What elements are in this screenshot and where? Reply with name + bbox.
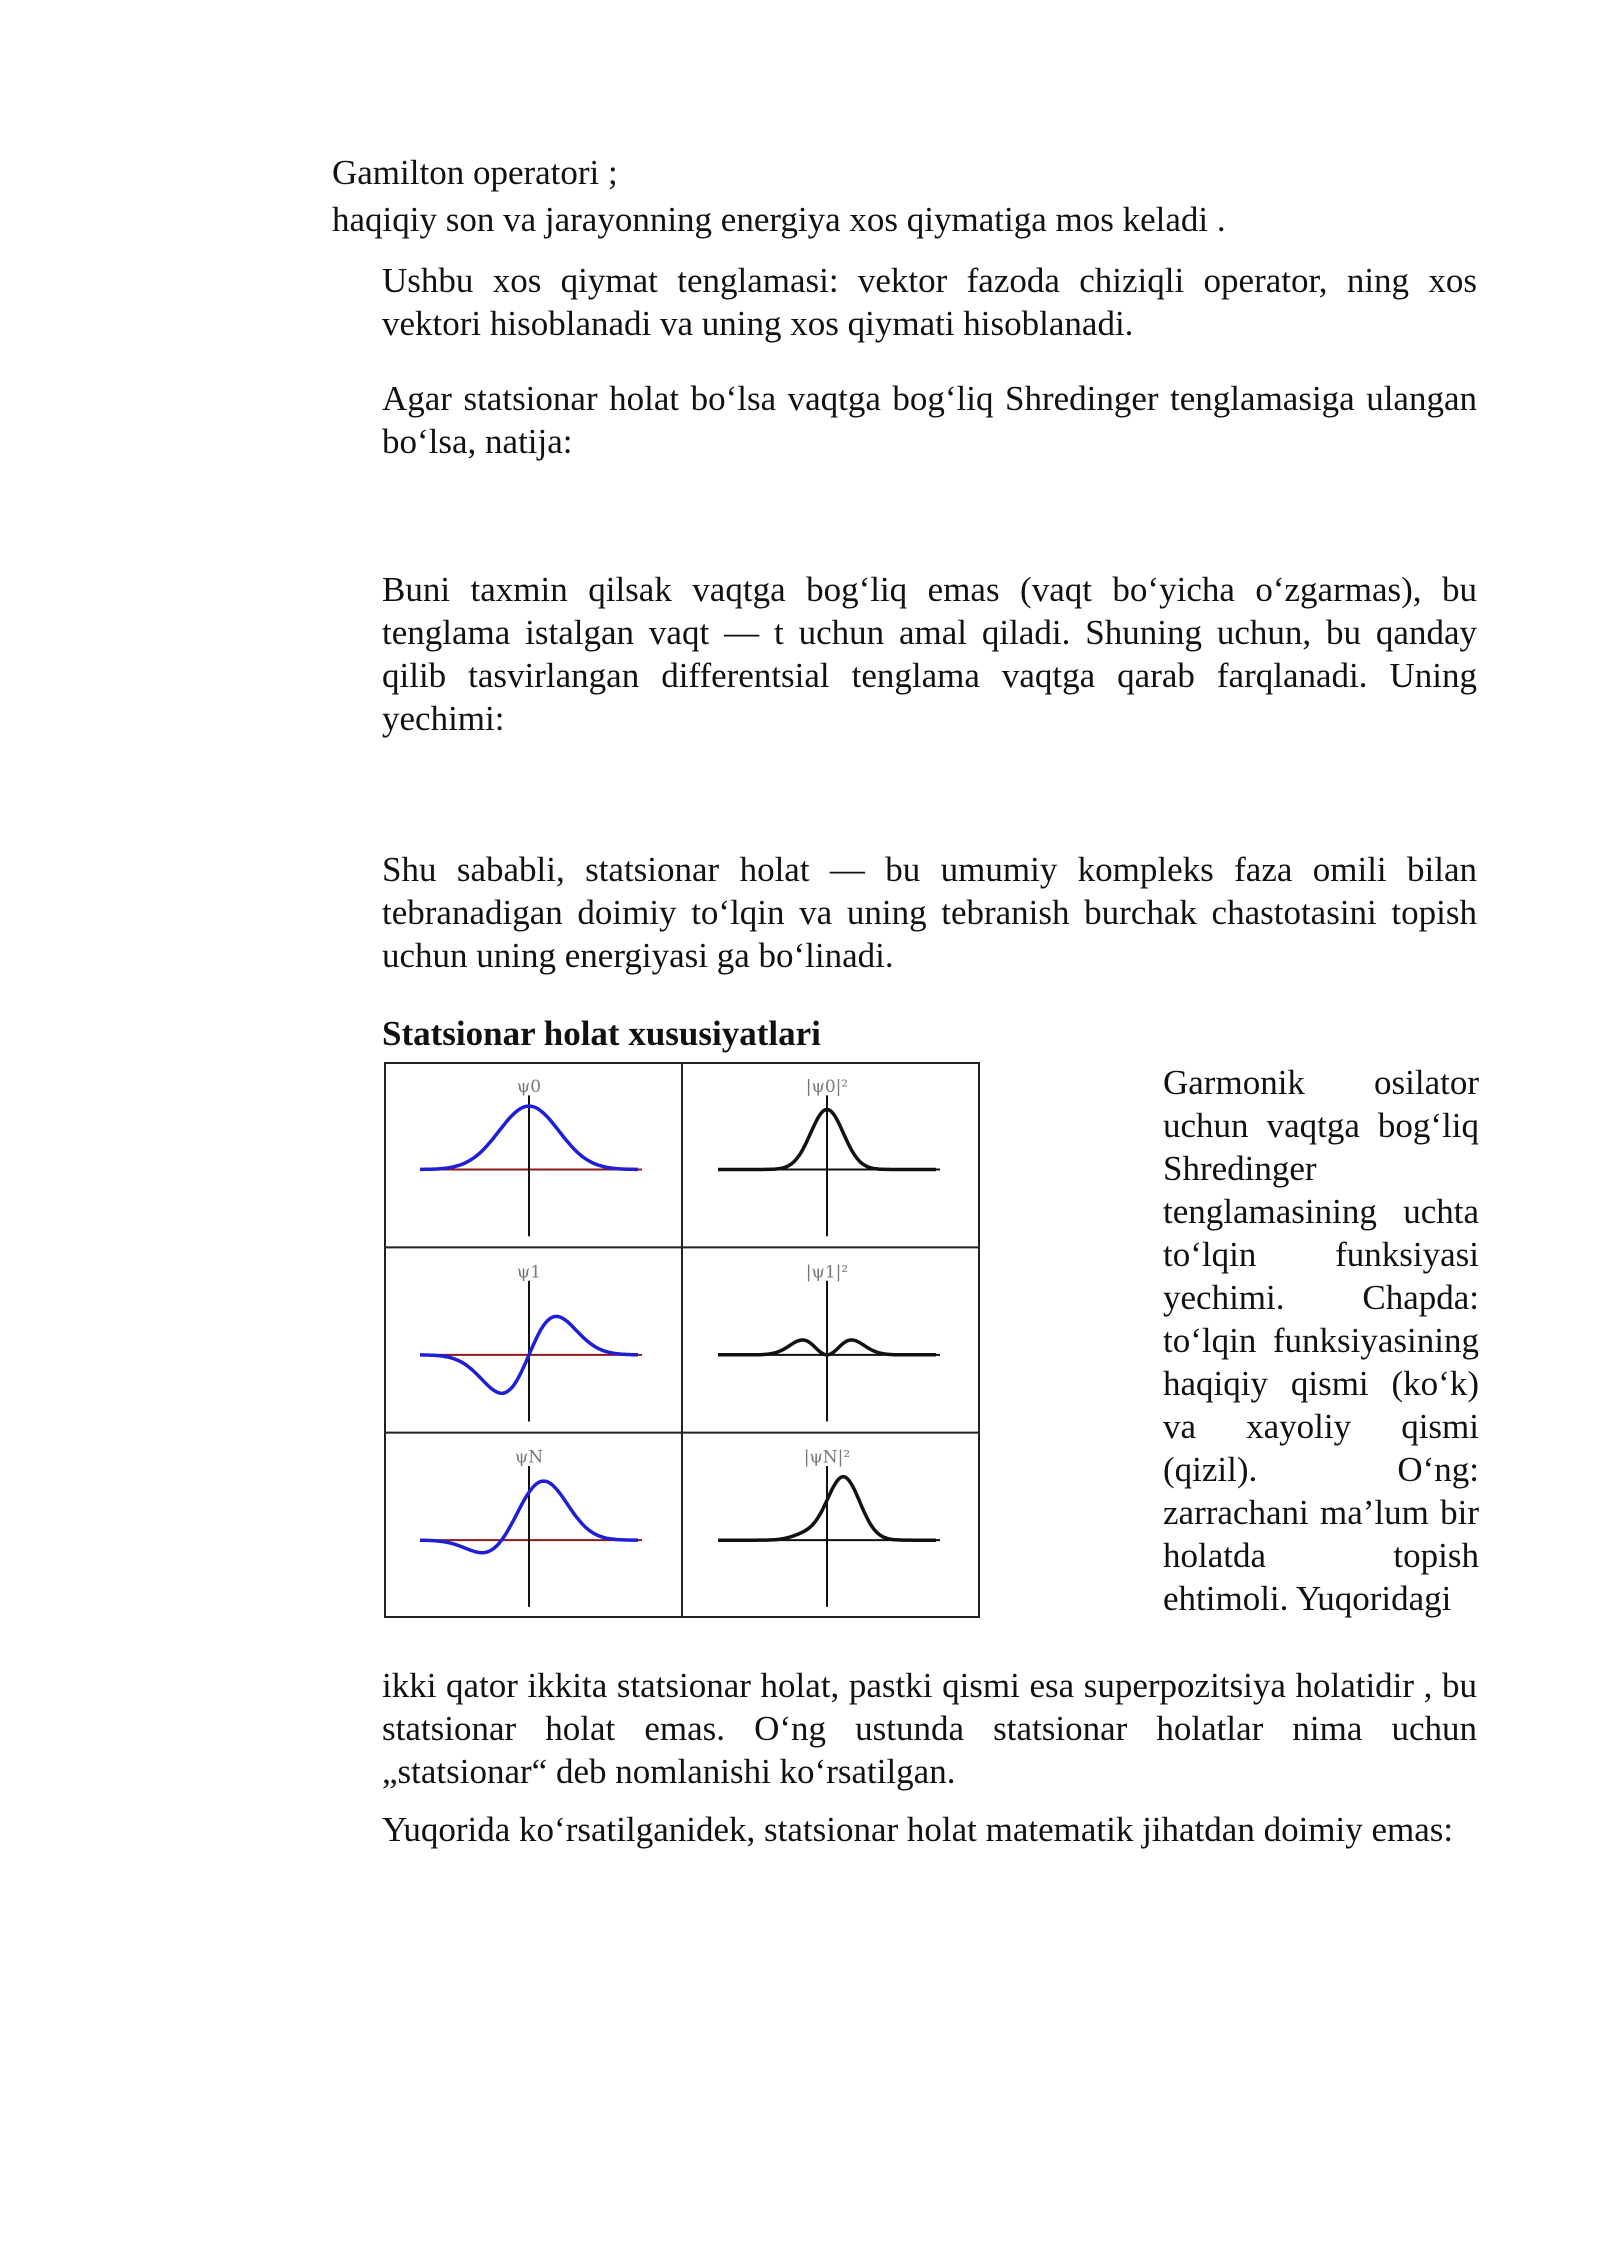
section-heading: Statsionar holat xususiyatlari [382, 1014, 821, 1053]
text-line-energy: haqiqiy son va jarayonning energiya xos qiymatiga mos keladi . [332, 200, 1226, 239]
figure-caption-side: Garmonik osilator uchun vaqtga bog‘liq Shredinger tenglamasining uchta to‘lqin funksiyasi yechimi. Chapda: to‘lqin funksiyasining haqiqiy qismi (ko‘k) va xayoliy qismi (qizil). O‘ng: zarrachani ma’lum bir holatda topish ehtimoli. Yuqoridagi [1163, 1063, 1479, 1618]
psi0-label: ψ0 [516, 1077, 542, 1097]
psi0-prob-label: |ψ0|² [805, 1077, 849, 1097]
psi1-prob-label: |ψ1|² [805, 1262, 849, 1283]
wavefunction-figure-svg [384, 1062, 980, 1618]
psiN-label: ψN [514, 1447, 544, 1468]
assumption-text-part-1: Buni taxmin qilsak vaqtga bog‘liq emas (vaqt bo‘yicha o‘zgarmas), bu tenglama istalgan vaqt — t uchun amal qiladi. Shuning uchun, bu qanday qilib tasvirlangan differentsial tenglama vaqtga qarab farqlanadi. Uning yechimi: [382, 570, 1477, 738]
paragraph-conclusion [382, 848, 1477, 977]
paragraph-stationary-intro-text: Agar statsionar holat bo‘lsa vaqtga bog‘liq Shredinger tenglamasiga ulangan bo‘lsa, natija: [382, 379, 1477, 461]
figure-caption-bottom: ikki qator ikkita statsionar holat, pastki qismi esa superpozitsiya holatidir , bu statsionar holat emas. O‘ng ustunda statsionar holatlar nima uchun „statsionar“ deb nomlanishi ko‘rsatilgan. [382, 1666, 1477, 1791]
paragraph-assumption-text [382, 568, 1477, 740]
text-line-hamiltonian: Gamilton operatori ; [332, 153, 618, 192]
paragraph-eigenvalue [382, 259, 1477, 345]
paragraph-conclusion-text: Shu sababli, statsionar holat — bu umumiy kompleks faza omili bilan tebranadigan doimiy to‘lqin va uning tebranish burchak chastotasini topish uchun uning energiyasi ga bo‘linadi. [382, 850, 1477, 975]
psiN-prob-label: |ψN|² [803, 1447, 851, 1468]
paragraph-assumption [382, 568, 1477, 740]
paragraph-final: Yuqorida ko‘rsatilganidek, statsionar holat matematik jihatdan doimiy emas: [382, 1810, 1454, 1849]
paragraph-eigenvalue-text: Ushbu xos qiymat tenglamasi: vektor fazoda chiziqli operator, ning xos vektori hisoblanadi va uning xos qiymati hisoblanadi. [382, 261, 1477, 343]
wavefunction-figure [384, 1062, 980, 1618]
psi1-label: ψ1 [516, 1262, 542, 1283]
paragraph-stationary-intro [382, 377, 1477, 463]
